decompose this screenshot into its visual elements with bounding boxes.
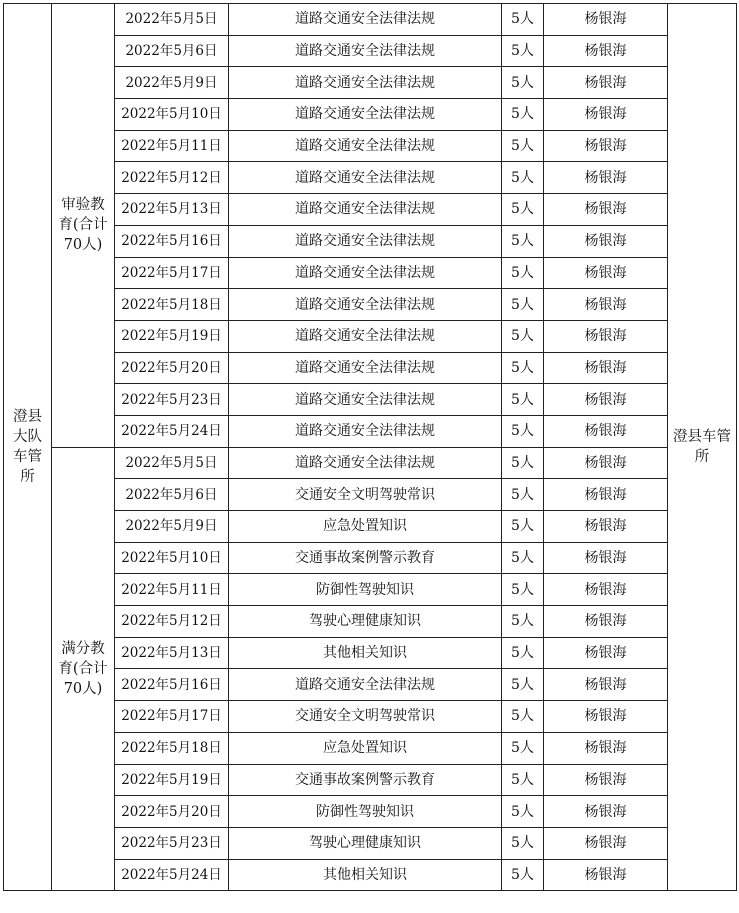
teacher-cell: 杨银海 [544, 606, 668, 638]
teacher-cell: 杨银海 [544, 194, 668, 226]
date-cell: 2022年5月17日 [115, 701, 229, 733]
date-cell: 2022年5月12日 [115, 162, 229, 194]
date-cell: 2022年5月16日 [115, 225, 229, 257]
content-cell: 应急处置知识 [229, 511, 502, 543]
teacher-cell: 杨银海 [544, 415, 668, 447]
count-cell: 5人 [502, 796, 544, 828]
date-cell: 2022年5月10日 [115, 542, 229, 574]
teacher-cell: 杨银海 [544, 669, 668, 701]
date-cell: 2022年5月19日 [115, 764, 229, 796]
teacher-cell: 杨银海 [544, 479, 668, 511]
teacher-cell: 杨银海 [544, 384, 668, 416]
content-cell: 道路交通安全法律法规 [229, 99, 502, 131]
teacher-cell: 杨银海 [544, 162, 668, 194]
count-cell: 5人 [502, 574, 544, 606]
date-cell: 2022年5月19日 [115, 320, 229, 352]
category-cell: 审验教育(合计70人) [52, 4, 115, 448]
category-cell: 满分教育(合计70人) [52, 447, 115, 891]
date-cell: 2022年5月11日 [115, 130, 229, 162]
content-cell: 道路交通安全法律法规 [229, 415, 502, 447]
date-cell: 2022年5月18日 [115, 732, 229, 764]
teacher-cell: 杨银海 [544, 99, 668, 131]
date-cell: 2022年5月24日 [115, 415, 229, 447]
count-cell: 5人 [502, 447, 544, 479]
date-cell: 2022年5月24日 [115, 859, 229, 891]
count-cell: 5人 [502, 130, 544, 162]
content-cell: 道路交通安全法律法规 [229, 130, 502, 162]
teacher-cell: 杨银海 [544, 859, 668, 891]
date-cell: 2022年5月23日 [115, 827, 229, 859]
teacher-cell: 杨银海 [544, 827, 668, 859]
date-cell: 2022年5月16日 [115, 669, 229, 701]
date-cell: 2022年5月17日 [115, 257, 229, 289]
content-cell: 道路交通安全法律法规 [229, 225, 502, 257]
count-cell: 5人 [502, 225, 544, 257]
teacher-cell: 杨银海 [544, 542, 668, 574]
count-cell: 5人 [502, 669, 544, 701]
count-cell: 5人 [502, 542, 544, 574]
content-cell: 道路交通安全法律法规 [229, 67, 502, 99]
content-cell: 交通事故案例警示教育 [229, 542, 502, 574]
teacher-cell: 杨银海 [544, 352, 668, 384]
count-cell: 5人 [502, 701, 544, 733]
date-cell: 2022年5月12日 [115, 606, 229, 638]
table-row [4, 4, 737, 36]
date-cell: 2022年5月23日 [115, 384, 229, 416]
teacher-cell: 杨银海 [544, 130, 668, 162]
count-cell: 5人 [502, 859, 544, 891]
count-cell: 5人 [502, 511, 544, 543]
date-cell: 2022年5月20日 [115, 352, 229, 384]
date-cell: 2022年5月11日 [115, 574, 229, 606]
unit-cell: 澄县大队车管所 [4, 4, 52, 891]
count-cell: 5人 [502, 479, 544, 511]
date-cell: 2022年5月18日 [115, 289, 229, 321]
teacher-cell: 杨银海 [544, 320, 668, 352]
date-cell: 2022年5月6日 [115, 479, 229, 511]
count-cell: 5人 [502, 35, 544, 67]
content-cell: 应急处置知识 [229, 732, 502, 764]
count-cell: 5人 [502, 194, 544, 226]
teacher-cell: 杨银海 [544, 637, 668, 669]
content-cell: 防御性驾驶知识 [229, 574, 502, 606]
content-cell: 道路交通安全法律法规 [229, 257, 502, 289]
date-cell: 2022年5月5日 [115, 4, 229, 36]
count-cell: 5人 [502, 99, 544, 131]
schedule-body [4, 4, 737, 891]
teacher-cell: 杨银海 [544, 764, 668, 796]
count-cell: 5人 [502, 827, 544, 859]
count-cell: 5人 [502, 320, 544, 352]
count-cell: 5人 [502, 162, 544, 194]
date-cell: 2022年5月5日 [115, 447, 229, 479]
teacher-cell: 杨银海 [544, 67, 668, 99]
count-cell: 5人 [502, 732, 544, 764]
teacher-cell: 杨银海 [544, 257, 668, 289]
education-schedule-table [3, 3, 737, 891]
count-cell: 5人 [502, 4, 544, 36]
teacher-cell: 杨银海 [544, 732, 668, 764]
teacher-cell: 杨银海 [544, 4, 668, 36]
content-cell: 道路交通安全法律法规 [229, 194, 502, 226]
count-cell: 5人 [502, 352, 544, 384]
teacher-cell: 杨银海 [544, 289, 668, 321]
count-cell: 5人 [502, 764, 544, 796]
content-cell: 交通事故案例警示教育 [229, 764, 502, 796]
content-cell: 驾驶心理健康知识 [229, 606, 502, 638]
teacher-cell: 杨银海 [544, 35, 668, 67]
content-cell: 道路交通安全法律法规 [229, 320, 502, 352]
date-cell: 2022年5月9日 [115, 511, 229, 543]
content-cell: 道路交通安全法律法规 [229, 35, 502, 67]
content-cell: 道路交通安全法律法规 [229, 162, 502, 194]
content-cell: 交通安全文明驾驶常识 [229, 701, 502, 733]
date-cell: 2022年5月13日 [115, 194, 229, 226]
teacher-cell: 杨银海 [544, 511, 668, 543]
venue-cell: 澄县车管所 [668, 4, 737, 891]
count-cell: 5人 [502, 606, 544, 638]
date-cell: 2022年5月6日 [115, 35, 229, 67]
teacher-cell: 杨银海 [544, 796, 668, 828]
content-cell: 道路交通安全法律法规 [229, 352, 502, 384]
teacher-cell: 杨银海 [544, 225, 668, 257]
content-cell: 道路交通安全法律法规 [229, 669, 502, 701]
content-cell: 道路交通安全法律法规 [229, 447, 502, 479]
count-cell: 5人 [502, 67, 544, 99]
content-cell: 其他相关知识 [229, 859, 502, 891]
teacher-cell: 杨银海 [544, 447, 668, 479]
teacher-cell: 杨银海 [544, 701, 668, 733]
table-row [4, 447, 737, 479]
date-cell: 2022年5月9日 [115, 67, 229, 99]
date-cell: 2022年5月10日 [115, 99, 229, 131]
teacher-cell: 杨银海 [544, 574, 668, 606]
date-cell: 2022年5月13日 [115, 637, 229, 669]
content-cell: 道路交通安全法律法规 [229, 4, 502, 36]
date-cell: 2022年5月20日 [115, 796, 229, 828]
count-cell: 5人 [502, 415, 544, 447]
count-cell: 5人 [502, 637, 544, 669]
content-cell: 驾驶心理健康知识 [229, 827, 502, 859]
content-cell: 防御性驾驶知识 [229, 796, 502, 828]
content-cell: 道路交通安全法律法规 [229, 289, 502, 321]
content-cell: 道路交通安全法律法规 [229, 384, 502, 416]
count-cell: 5人 [502, 257, 544, 289]
content-cell: 其他相关知识 [229, 637, 502, 669]
count-cell: 5人 [502, 384, 544, 416]
count-cell: 5人 [502, 289, 544, 321]
content-cell: 交通安全文明驾驶常识 [229, 479, 502, 511]
